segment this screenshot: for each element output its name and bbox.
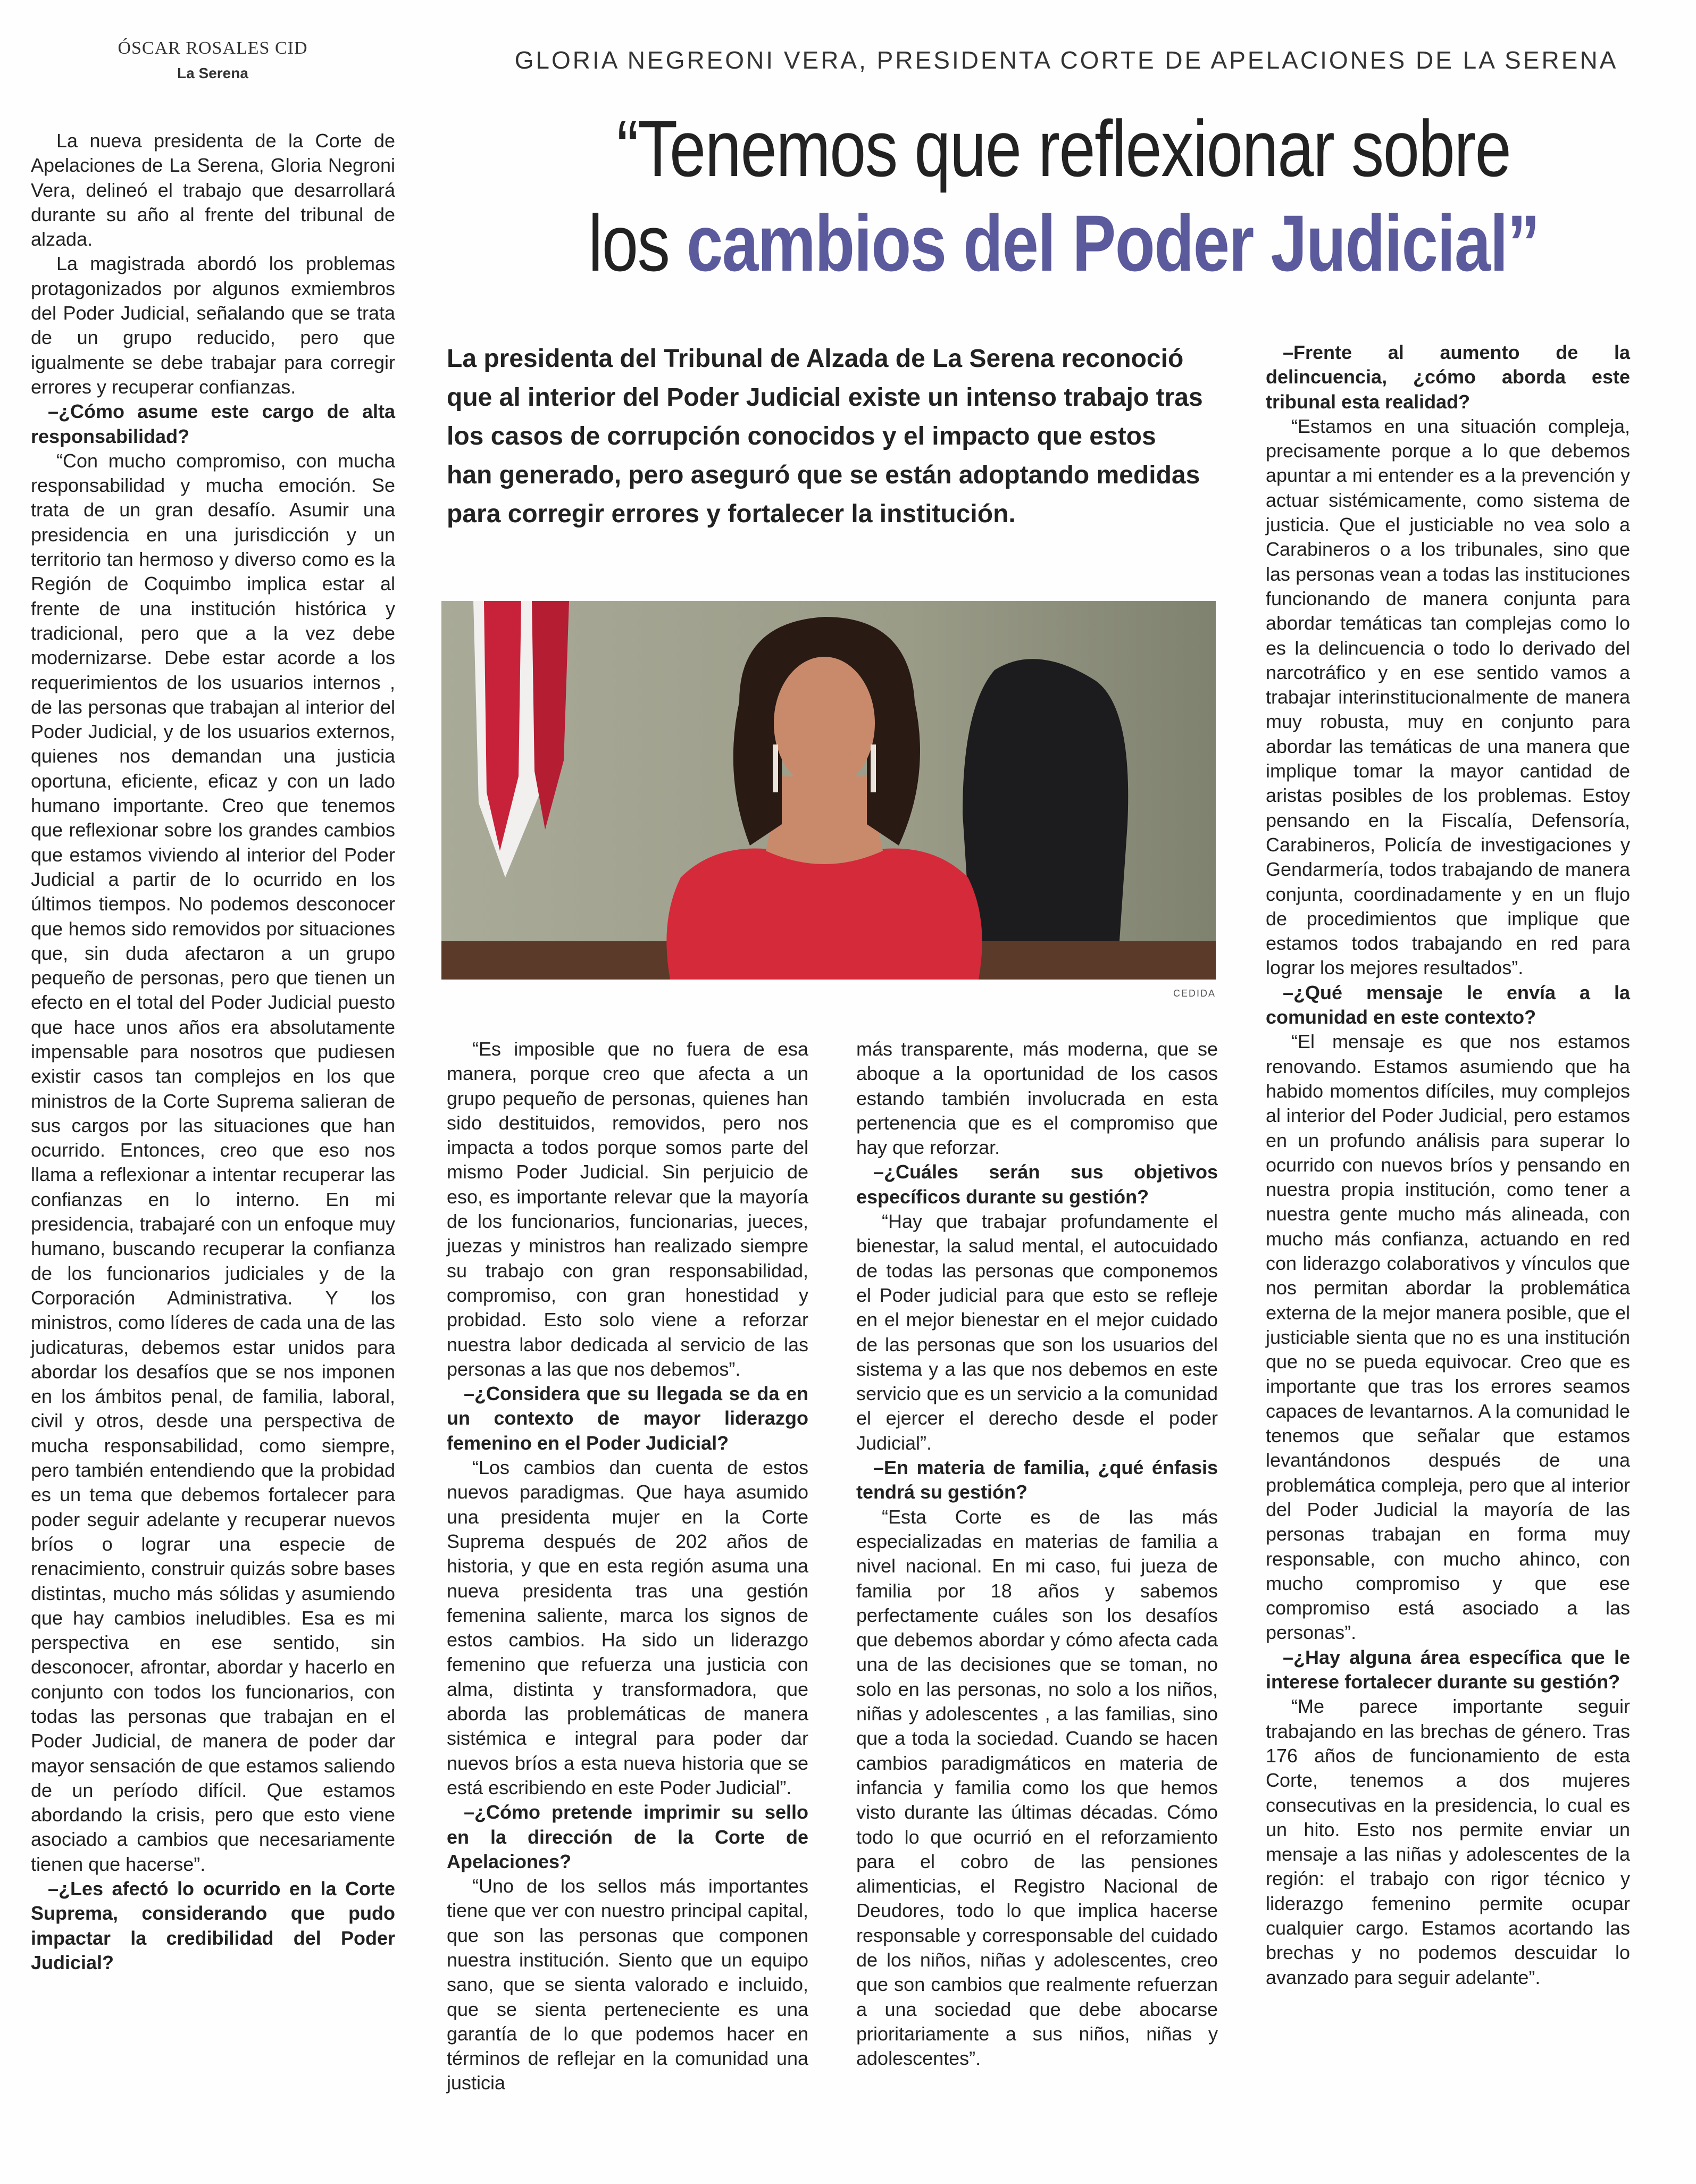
interview-question: –¿Cuáles serán sus objetivos específicos durante su gestión? [856, 1161, 1218, 1208]
interview-question: –¿Les afectó lo ocurrido en la Corte Suprema, considerando que pudo impactar la credibilidad del Poder Judicial? [31, 1878, 395, 1973]
headline-line-2-prefix: los [588, 198, 687, 288]
headline-line-1: “Tenemos que reflexionar sobre [616, 104, 1511, 193]
body-paragraph: “Me parece importante seguir trabajando en las brechas de género. Tras 176 años de funcionamiento de esta Corte, tenemos a dos mujeres consecutivas en la presidencia, lo cual es un hito. Esto nos permite enviar un mensaje a las niñas y adolescentes de la región: el trabajo con rigor técnico y liderazgo femenino permite ocupar cualquier cargo. Estamos acortando las brechas y no podemos descuidar lo avanzado para seguir adelante”. [1266, 1695, 1630, 1988]
body-paragraph: “El mensaje es que nos estamos renovando. Estamos asumiendo que ha habido momentos difíciles, muy complejos al interior del Poder Judicial, pero estamos en un profundo análisis para superar lo ocurrido con nuevos bríos y pensando en nuestra propia institución, como tener a nuestra gente mucho más alineada, con mucho más confianza, actuando en red con liderazgo colaborativos y vínculos que nos permitan abordar la problemática externa de la mejor manera posible, que el justiciable sienta que no es una institución que no se pueda equivocar. Creo que es importante que tras los errores seamos capaces de levantarnos. A la comunidad le tenemos que señalar que estamos levantándonos después de una problemática compleja, pero que al interior del Poder Judicial la mayoría de las personas trabajan en forma muy responsable, con mucho ahinco, con mucho compromiso y que ese compromiso está asociado a las personas”. [1266, 1031, 1630, 1644]
byline-author: ÓSCAR ROSALES CID [118, 38, 308, 58]
body-paragraph: “Es imposible que no fuera de esa manera, porque creo que afecta a un grupo pequeño de personas, quienes han sido destituidos, removidos, pero nos impacta a todos porque somos parte del mismo Poder Judicial. Sin perjuicio de eso, es importante relevar que la mayoría de los funcionarios, funcionarias, jueces, juezas y ministros han realizado siempre su trabajo con gran responsabilidad, compromiso, con gran honestidad y probidad. Esto solo viene a reforzar nuestra labor dedicada al servicio de las personas a las que nos debemos”. [447, 1038, 808, 1380]
article-photo [441, 601, 1216, 980]
article-column-1 [31, 129, 395, 1975]
kicker: GLORIA NEGREONI VERA, PRESIDENTA CORTE DE APELACIONES DE LA SERENA [514, 46, 1618, 74]
dress [666, 849, 982, 980]
body-paragraph: “Esta Corte es de las más especializadas en materias de familia a nivel nacional. En mi caso, fui jueza de familia por 18 años y sabemos perfectamente cuáles son los desafíos que debemos abordar y cómo afecta cada una de las decisiones que se toman, no solo en las personas, no solo a los niños, niñas y adolescentes , a las familias, sino que a toda la sociedad. Cuando se hacen cambios paradigmáticos en materia de infancia y familia como los que hemos visto durante las últimas décadas. Cómo todo lo que ocurrió en el reforzamiento para el cobro de las pensiones alimenticias, el Registro Nacional de Deudores, todo lo que implica hacerse responsable y corresponsable del cuidado de los niños, niñas y adolescentes, creo que son cambios que realmente refuerzan a una sociedad que debe abocarse prioritariamente a sus niños, niñas y adolescentes”. [856, 1505, 1218, 2070]
photo-credit: CEDIDA [1173, 988, 1216, 999]
lead-paragraph: La presidenta del Tribunal de Alzada de La Serena reconoció que al interior del Poder Judicial existe un intenso trabajo tras los casos de corrupción conocidos y el impacto que estos han generado, pero aseguró que se están adoptando medidas para corregir errores y fortalecer la institución. [447, 345, 1203, 528]
portrait-illustration [441, 601, 1216, 980]
interview-question: –Frente al aumento de la delincuencia, ¿cómo aborda este tribunal esta realidad? [1266, 341, 1630, 413]
body-paragraph: La magistrada abordó los problemas protagonizados por algunos exmiembros del Poder Judicial, señalando que se trata de un grupo reducido, pero que igualmente se debe trabajar para corregir errores y recuperar confianzas. [31, 253, 395, 398]
interview-question: –En materia de familia, ¿qué énfasis tendrá su gestión? [856, 1457, 1218, 1503]
article-column-2 [447, 1037, 808, 2096]
headline-line-2 [549, 196, 1578, 290]
interview-question: –¿Hay alguna área específica que le interese fortalecer durante su gestión? [1266, 1646, 1630, 1693]
headline [549, 101, 1578, 290]
interview-question: –¿Cómo asume este cargo de alta responsabilidad? [31, 400, 395, 447]
chair-back [963, 659, 1128, 980]
interview-question: –¿Qué mensaje le envía a la comunidad en este contexto? [1266, 981, 1630, 1028]
body-paragraph: “Estamos en una situación compleja, precisamente porque a lo que debemos apuntar a mi entender es a la prevención y actuar sistémicamente, como sistema de justicia. Que el justiciable no vea solo a Carabineros o a los tribunales, sino que las personas vean a todas las instituciones funcionando de manera conjunta para abordar temáticas tan complejas como lo es la delincuencia o todo lo derivado del narcotráfico y en ese sentido vamos a trabajar interinstitucionalmente de manera muy robusta, muy en conjunto para abordar las temáticas de una manera que implique tomar la mayor cantidad de aristas posibles de los problemas. Estoy pensando en la Fiscalía, Defensoría, Carabineros, Policía de investigaciones y Gendarmería, todos trabajando de manera conjunta, coordinadamente y en un flujo de procedimientos que implique que estamos todos trabajando en red para lograr los mejores resultados”. [1266, 415, 1630, 979]
byline-place: La Serena [177, 65, 248, 81]
body-paragraph: “Hay que trabajar profundamente el bienestar, la salud mental, el autocuidado de todas las personas que componemos el Poder judicial para que esto se refleje en el mejor bienestar en el mejor cuidado de las personas que son los usuarios del sistema y a las que nos debemos en este servicio que es un servicio a la comunidad el ejercer el derecho desde el poder Judicial”. [856, 1210, 1218, 1454]
interview-question: –¿Considera que su llegada se da en un contexto de mayor liderazgo femenino en el Poder Judicial? [447, 1383, 808, 1454]
face [774, 657, 875, 790]
body-paragraph: “Uno de los sellos más importantes tiene que ver con nuestro principal capital, que son las personas que componen nuestra institución. Siento que un equipo sano, que se sienta valorado e incluido, que se sienta perteneciente es una garantía de lo que podemos hacer en términos de reflejar en la comunidad una justicia [447, 1875, 808, 2094]
interview-question: –¿Cómo pretende imprimir su sello en la dirección de la Corte de Apelaciones? [447, 1801, 808, 1872]
article-column-4 [1266, 340, 1630, 1990]
article-column-3 [856, 1037, 1218, 2071]
headline-highlight: cambios del Poder Judicial” [686, 198, 1539, 288]
body-paragraph: La nueva presidenta de la Corte de Apelaciones de La Serena, Gloria Negroni Vera, delineó el trabajo que desarrollará durante su año al frente del tribunal de alzada. [31, 130, 395, 250]
body-paragraph: más transparente, más moderna, que se aboque a la oportunidad de los casos estando también involucrada en esta pertenencia que es el compromiso que hay que reforzar. [856, 1038, 1218, 1159]
body-paragraph: “Con mucho compromiso, con mucha responsabilidad y mucha emoción. Se trata de un gran desafío. Asumir una presidencia en una jurisdicción y un territorio tan hermoso y diverso como es la Región de Coquimbo implica estar al frente de una institución histórica y tradicional, pero que a la vez debe modernizarse. Debe estar acorde a los requerimientos de los usuarios internos , de las personas que trabajan al interior del Poder Judicial, y de los usuarios externos, quienes nos demandan una justicia oportuna, eficiente, eficaz y con un lado humano importante. Creo que tenemos que reflexionar sobre los grandes cambios que estamos viviendo al interior del Poder Judicial a partir de lo ocurrido en los últimos tiempos. No podemos desconocer que hemos sido removidos por situaciones que, sin duda afectaron a un grupo pequeño de personas, pero que tienen un efecto en el total del Poder Judicial puesto que hace unos años era absolutamente impensable para nosotros que pudiesen existir casos tan complejos en los que ministros de la Corte Suprema salieran de sus cargos por las situaciones que han ocurrido. Entonces, creo que eso nos llama a reflexionar a intentar recuperar las confianzas en lo interno. En mi presidencia, trabajaré con un enfoque muy humano, buscando recuperar la confianza de los funcionarios judiciales y de la Corporación Administrativa. Y los ministros, como líderes de cada una de las judicaturas, debemos estar unidos para abordar los desafíos que se nos imponen en los ámbitos penal, de familia, laboral, civil y otros, desde una perspectiva de mucha responsabilidad, como siempre, pero también entendiendo que la probidad es un tema que debemos fortalecer para poder seguir adelante y recuperar nuevos bríos o lograr una especie de renacimiento, construir quizás sobre bases distintas, mucho más sólidas y asumiendo que hay cambios ineludibles. Esa es mi perspectiva en ese sentido, sin desconocer, afrontar, abordar y hacerlo en conjunto con todos los funcionarios, con todas las personas que trabajan en el Poder Judicial, de manera de poder dar mayor sensación de que estamos saliendo de un período difícil. Que estamos abordando la crisis, pero que esto viene asociado a cambios que necesariamente tienen que hacerse”. [31, 449, 395, 1875]
body-paragraph: “Los cambios dan cuenta de estos nuevos paradigmas. Que haya asumido una presidenta mujer en la Corte Suprema después de 202 años de historia, y que en esta región asuma una nueva presidenta tras una gestión femenina saliente, marca los signos de estos cambios. Ha sido un liderazgo femenino que refuerza una justicia con alma, distinta y transformadora, que aborda las problemáticas de manera sistémica e integral para poder dar nuevos bríos a esta nueva historia que se está escribiendo en este Poder Judicial”. [447, 1457, 808, 1798]
